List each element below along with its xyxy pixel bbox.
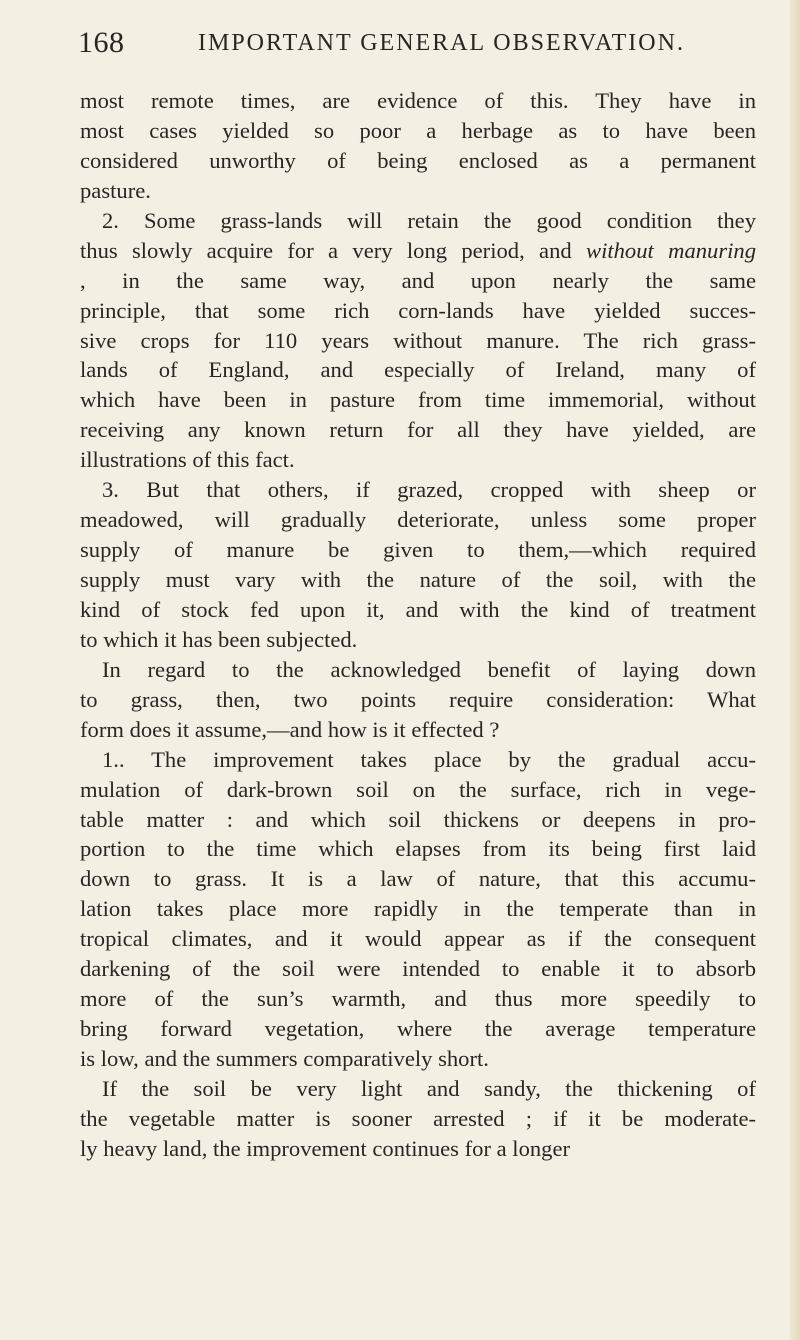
text-line: supply must vary with the nature of the soil, with the xyxy=(80,567,756,592)
text-line: mulation of dark-brown soil on the surface, rich in vege- xyxy=(80,776,756,802)
text-line: which have been in pasture from time immemorial, without xyxy=(80,387,756,413)
text-line: receiving any known return for all they have yielded, are xyxy=(80,417,756,443)
text-line: lation takes place more rapidly in the temperate than in xyxy=(80,896,756,922)
body-text xyxy=(80,86,756,1164)
text-line: bring forward vegetation, where the average temperature xyxy=(80,1016,756,1042)
text-line: most cases yielded so poor a herbage as to have been xyxy=(80,117,756,143)
text-line: most remote times, are evidence of this. They have in xyxy=(80,88,756,113)
text-line: If the soil be very light and sandy, the thickening of xyxy=(102,1075,756,1101)
text-line: illustrations of this fact. xyxy=(80,447,295,473)
running-title: IMPORTANT GENERAL OBSERVATION. xyxy=(198,30,685,56)
text-line: table matter : and which soil thickens or deepens in pro- xyxy=(80,806,756,832)
text-line: 2. Some grass-lands will retain the good condition they xyxy=(102,207,756,233)
text-fragment: thus slowly acquire for a very long period, and xyxy=(80,237,572,263)
text-line: considered unworthy of being enclosed as a permanent xyxy=(80,147,756,173)
text-line: is low, and the summers comparatively short. xyxy=(80,1046,489,1071)
page-edge xyxy=(790,0,800,1340)
text-line: meadowed, will gradually deteriorate, unless some proper xyxy=(80,507,756,533)
text-line: more of the sun’s warmth, and thus more speedily to xyxy=(80,986,756,1012)
text-line: sive crops for 110 years without manure. The rich grass- xyxy=(80,327,756,353)
text-line: 3. But that others, if grazed, cropped with sheep or xyxy=(102,477,756,503)
text-line: kind of stock fed upon it, and with the kind of treatment xyxy=(80,596,756,622)
page-number: 168 xyxy=(78,26,125,59)
text-line xyxy=(80,236,756,266)
text-line: to grass, then, two points require consideration: What xyxy=(80,686,756,712)
text-line: form does it assume,—and how is it effected ? xyxy=(80,716,500,742)
text-line: ly heavy land, the improvement continues for a longer xyxy=(80,1135,571,1161)
text-line: supply of manure be given to them,—which required xyxy=(80,537,756,563)
text-line: In regard to the acknowledged benefit of laying down xyxy=(102,656,756,682)
text-line: portion to the time which elapses from its being first laid xyxy=(80,836,756,862)
text-line: the vegetable matter is sooner arrested ; if it be moderate- xyxy=(80,1105,756,1131)
text-line: tropical climates, and it would appear as if the consequent xyxy=(80,926,756,952)
text-line: lands of England, and especially of Ireland, many of xyxy=(80,357,756,383)
text-line: to which it has been subjected. xyxy=(80,626,358,652)
italic-emphasis xyxy=(586,238,756,263)
text-fragment: without manuring xyxy=(586,237,757,263)
text-line: principle, that some rich corn-lands have yielded succes- xyxy=(80,297,756,323)
text-line: down to grass. It is a law of nature, that this accumu- xyxy=(80,866,756,892)
text-line: 1.. The improvement takes place by the gradual accu- xyxy=(102,746,756,772)
page-header xyxy=(78,26,778,66)
text-line: pasture. xyxy=(80,177,151,203)
text-line: , in the same way, and upon nearly the same xyxy=(80,267,756,293)
text-line: darkening of the soil were intended to enable it to absorb xyxy=(80,956,756,982)
